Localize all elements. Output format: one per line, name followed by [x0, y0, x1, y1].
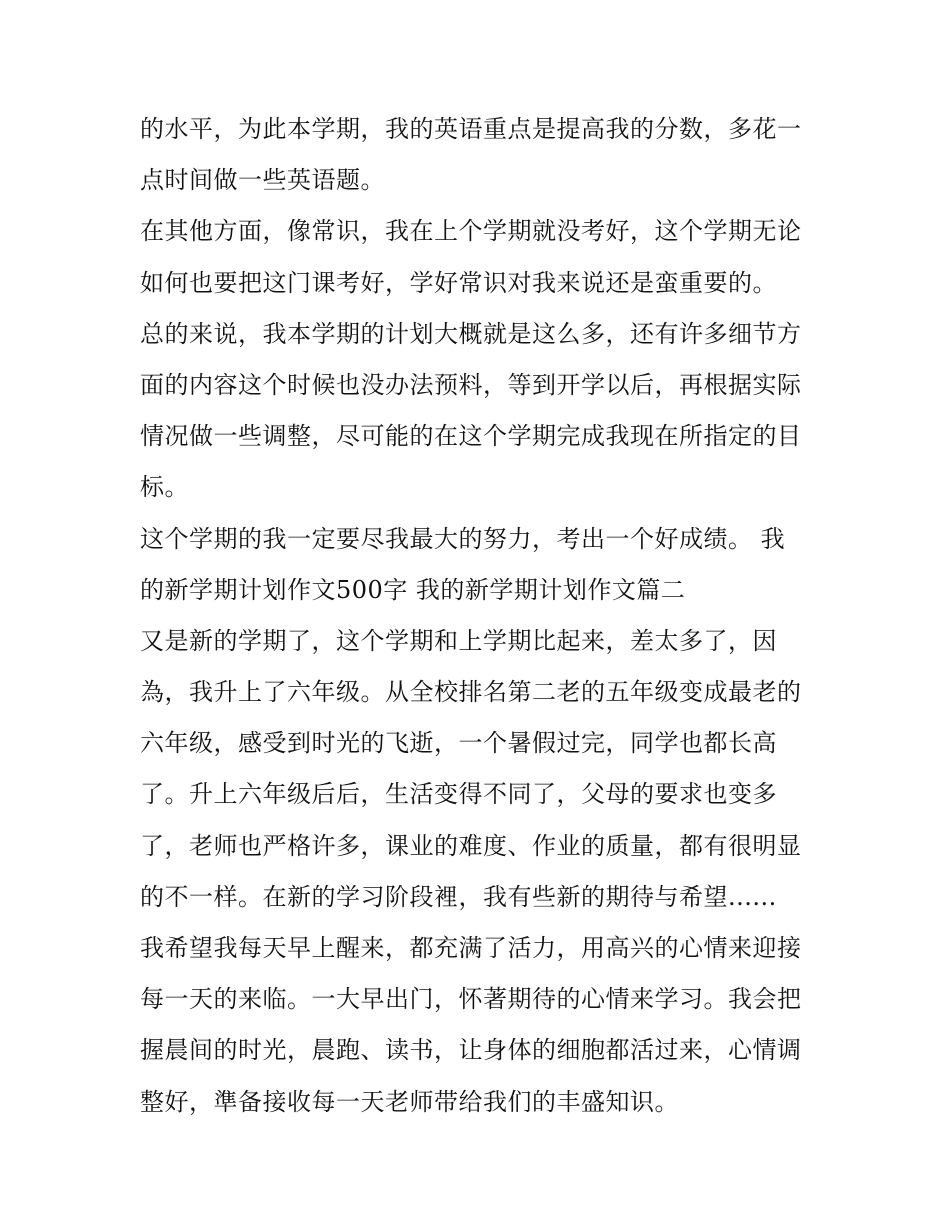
text-line: 面的内容这个时候也没办法预料，等到开学以后，再根据实际	[140, 370, 802, 399]
text-line: 总的来说，我本学期的计划大概就是这么多，还有许多细节方	[140, 319, 802, 348]
text-line: 在其他方面，像常识，我在上个学期就没考好，这个学期无论	[140, 217, 802, 246]
essay-text	[140, 104, 830, 1128]
text-line: 了。升上六年级后后，生活变得不同了，父母的要求也变多	[140, 780, 777, 809]
text-line: 六年级，感受到时光的飞逝，一个暑假过完，同学也都长高	[140, 729, 777, 758]
text-line: 每一天的来临。一大早出门，怀著期待的心情来学习。我会把	[140, 985, 802, 1014]
text-line: 握晨间的时光，晨跑、读书，让身体的细胞都活过来，心情调	[140, 1036, 802, 1065]
text-line: 我希望我每天早上醒来，都充满了活力，用高兴的心情来迎接	[140, 934, 802, 962]
text-line: 整好，準备接收每一天老师带给我们的丰盛知识。	[140, 1087, 679, 1116]
text-line: 这个学期的我一定要尽我最大的努力，考出一个好成绩。 我	[140, 524, 786, 553]
text-line: 了，老师也严格许多，课业的难度、作业的质量，都有很明显	[140, 831, 802, 860]
text-line: 又是新的学期了，这个学期和上学期比起来，差太多了，因	[140, 626, 777, 655]
text-line: 的新学期计划作文500字 我的新学期计划作文篇二	[140, 575, 686, 604]
text-line: 如何也要把这门课考好，学好常识对我来说还是蛮重要的。	[140, 268, 777, 297]
text-line: 点时间做一些英语题。	[140, 166, 385, 195]
text-line: 情况做一些调整，尽可能的在这个学期完成我现在所指定的目	[140, 422, 802, 451]
text-line: 為，我升上了六年级。从全校排名第二老的五年级变成最老的	[140, 678, 802, 707]
text-line: 的水平，为此本学期，我的英语重点是提高我的分数，多花一	[140, 115, 802, 143]
text-line: 的不一样。在新的学习阶段裡，我有些新的期待与希望......	[140, 882, 777, 911]
text-line: 标。	[140, 473, 189, 502]
